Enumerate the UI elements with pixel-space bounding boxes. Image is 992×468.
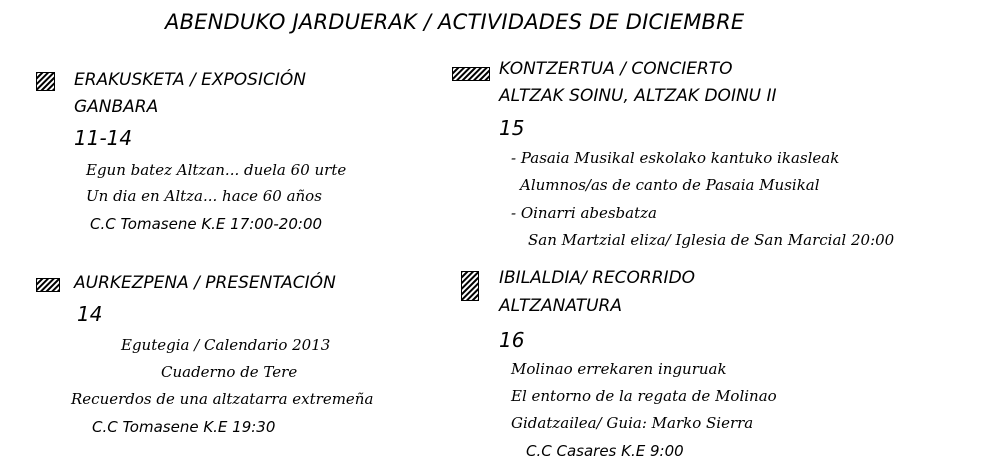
event-presentacion-date: 14	[77, 302, 103, 326]
event-exposicion-heading: ERAKUSKETA / EXPOSICIÓN	[74, 70, 306, 90]
hatched-rectangle-icon	[452, 67, 490, 81]
event-recorrido-venue: C.C Casares K.E 9:00	[526, 442, 684, 460]
hatched-square-icon	[36, 72, 55, 91]
event-concierto-line: - Pasaia Musikal eskolako kantuko ikasleak	[511, 149, 840, 167]
event-presentacion-line: Cuaderno de Tere	[161, 363, 298, 381]
event-exposicion-name: GANBARA	[74, 97, 159, 117]
event-concierto-venue: San Martzial eliza/ Iglesia de San Marcial 20:00	[528, 231, 895, 249]
event-presentacion-line: Egutegia / Calendario 2013	[121, 336, 331, 354]
event-concierto-line: - Oinarri abesbatza	[511, 204, 657, 222]
event-concierto-name: ALTZAK SOINU, ALTZAK DOINU II	[499, 86, 777, 106]
event-presentacion-heading: AURKEZPENA / PRESENTACIÓN	[74, 273, 336, 293]
event-recorrido-name: ALTZANATURA	[499, 296, 622, 316]
event-exposicion-venue: C.C Tomasene K.E 17:00-20:00	[90, 215, 323, 233]
event-exposicion-line: Egun batez Altzan... duela 60 urte	[86, 161, 347, 179]
event-recorrido-line: El entorno de la regata de Molinao	[511, 387, 777, 405]
event-recorrido-line: Molinao errekaren inguruak	[511, 360, 727, 378]
event-recorrido-heading: IBILALDIA/ RECORRIDO	[499, 268, 696, 288]
event-recorrido-date: 16	[499, 328, 525, 352]
event-presentacion-line: Recuerdos de una altzatarra extremeña	[71, 390, 374, 408]
hatched-tall-rectangle-icon	[461, 271, 479, 301]
event-presentacion-venue: C.C Tomasene K.E 19:30	[92, 418, 276, 436]
event-concierto-date: 15	[499, 116, 525, 140]
event-concierto-line: Alumnos/as de canto de Pasaia Musikal	[520, 176, 820, 194]
event-exposicion-date: 11-14	[74, 126, 133, 150]
event-recorrido-line: Gidatzailea/ Guia: Marko Sierra	[511, 414, 754, 432]
page-title: ABENDUKO JARDUERAK / ACTIVIDADES DE DICIEMBRE	[165, 10, 745, 34]
event-concierto-heading: KONTZERTUA / CONCIERTO	[499, 59, 733, 79]
hatched-rectangle-icon	[36, 278, 60, 292]
event-exposicion-line: Un dia en Altza... hace 60 años	[86, 187, 322, 205]
